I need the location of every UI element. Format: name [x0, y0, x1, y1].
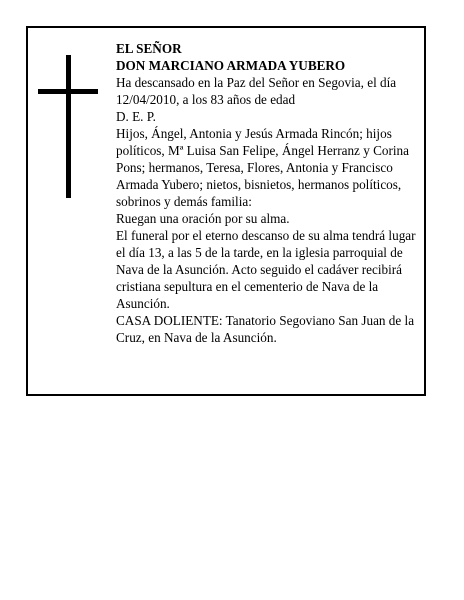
death-details: Ha descansado en la Paz del Señor en Segovia, el día 12/04/2010, a los 83 años de edad — [116, 75, 397, 107]
cross-icon — [38, 55, 98, 198]
cross-horizontal-bar — [38, 89, 98, 94]
cross-vertical-bar — [66, 55, 71, 198]
family-list: Hijos, Ángel, Antonia y Jesús Armada Rincón; hijos políticos, Mª Luisa San Felipe, Ángel Herranz y Corina Pons; hermanos, Teresa, Flores, Antonia y Francisco Armada Yubero; nietos, bisnietos, hermanos políticos, sobrinos y demás familia: — [116, 126, 409, 209]
rip-text: D. E. P. — [116, 109, 156, 124]
mourning-house: CASA DOLIENTE: Tanatorio Segoviano San Juan de la Cruz, en Nava de la Asunción. — [116, 313, 415, 345]
prayer-request: Ruegan una oración por su alma. — [116, 211, 290, 226]
funeral-details: El funeral por el eterno descanso de su alma tendrá lugar el día 13, a las 5 de la tarde, en la iglesia parroquial de Nava de la Asunción. Acto seguido el cadáver recibirá cristiana sepultura en el cementerio de Nava de la Asunción. — [116, 228, 416, 311]
heading-title: EL SEÑOR — [116, 41, 182, 56]
deceased-name: DON MARCIANO ARMADA YUBERO — [116, 58, 346, 73]
notice-text — [116, 40, 422, 346]
obituary-notice — [26, 26, 426, 396]
